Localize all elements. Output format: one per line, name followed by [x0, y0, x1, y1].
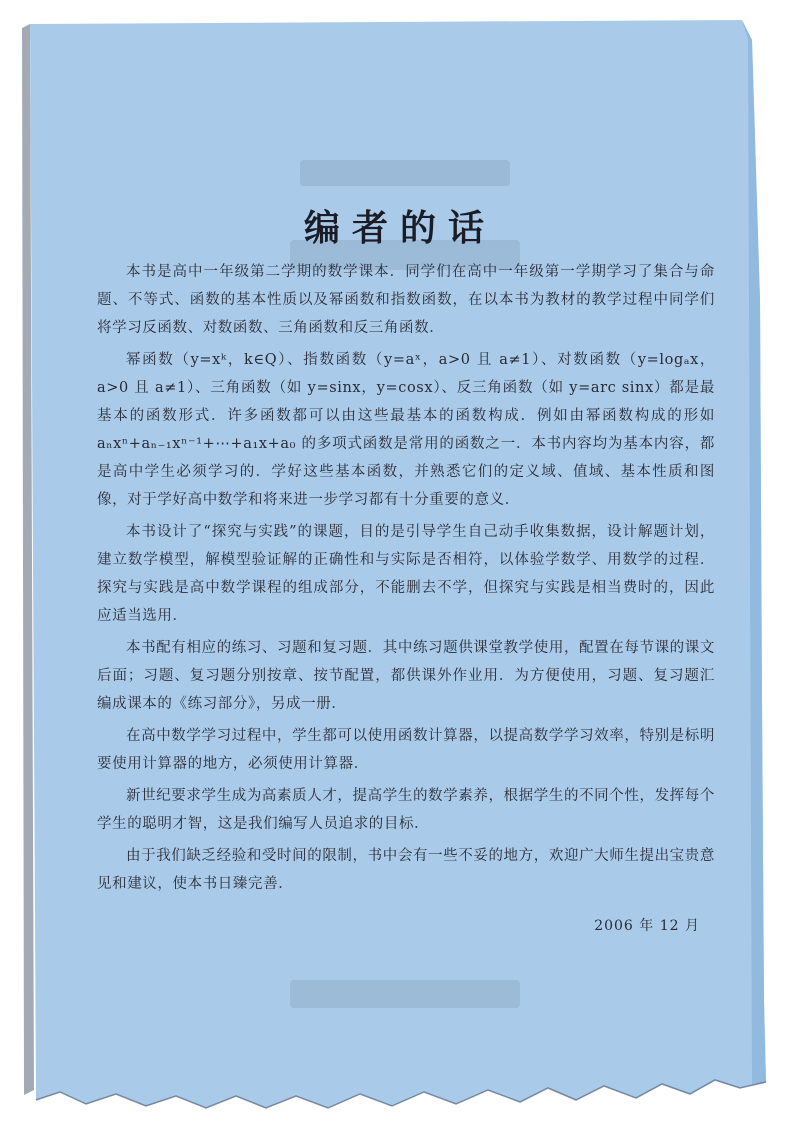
- body-text: [97, 258, 715, 902]
- date-line: 2006 年 12 月: [594, 918, 700, 934]
- paragraph-intro: 本书是高中一年级第二学期的数学课本．同学们在高中一年级第一学期学习了集合与命题、不等式、函数的基本性质以及幂函数和指数函数，在以本书为教材的教学过程中同学们将学习反函数、对数函数、三角函数和反三角函数．: [97, 264, 715, 336]
- paragraph-exploration: 本书设计了“探究与实践”的课题，目的是引导学生自己动手收集数据，设计解题计划，建立数学模型，解模型验证解的正确性和与实际是否相符，以体验学数学、用数学的过程．探究与实践是高中数学课程的组成部分，不能删去不学，但探究与实践是相当费时的，因此应适当选用．: [97, 524, 715, 624]
- paragraph-calculator: 在高中数学学习过程中，学生都可以使用函数计算器，以提高数学学习效率，特别是标明要使用计算器的地方，必须使用计算器．: [97, 728, 715, 772]
- paragraph-exercises: 本书配有相应的练习、习题和复习题．其中练习题供课堂教学使用，配置在每节课的课文后面；习题、复习题分别按章、按节配置，都供课外作业用．为方便使用，习题、复习题汇编成课本的《练习部分》，另成一册．: [97, 640, 715, 712]
- page-heading: 编者的话: [303, 208, 496, 249]
- paragraph-functions: 幂函数（y=xᵏ，k∈Q）、指数函数（y=aˣ，a>0 且 a≠1）、对数函数（y=logₐx，a>0 且 a≠1）、三角函数（如 y=sinx，y=cosx）、反三角函数（如 y=arc sinx）都是最基本的函数形式．许多函数都可以由这些最基本的函数构成．例如由幂函数构成的形如 aₙxⁿ+aₙ₋₁xⁿ⁻¹+⋯+a₁x+a₀ 的多项式函数是常用的函数之一．本书内容均为基本内容，都是高中学生必须学习的．学好这些基本函数，并熟悉它们的定义域、值域、基本性质和图像，对于学好高中数学和将来进一步学习都有十分重要的意义．: [97, 352, 715, 508]
- paragraph-goals: 新世纪要求学生成为高素质人才，提高学生的数学素养，根据学生的不同个性，发挥每个学生的聪明才智，这是我们编写人员追求的目标．: [97, 788, 715, 832]
- paragraph-feedback: 由于我们缺乏经验和受时间的限制，书中会有一些不妥的地方，欢迎广大师生提出宝贵意见和建议，使本书日臻完善．: [97, 848, 715, 892]
